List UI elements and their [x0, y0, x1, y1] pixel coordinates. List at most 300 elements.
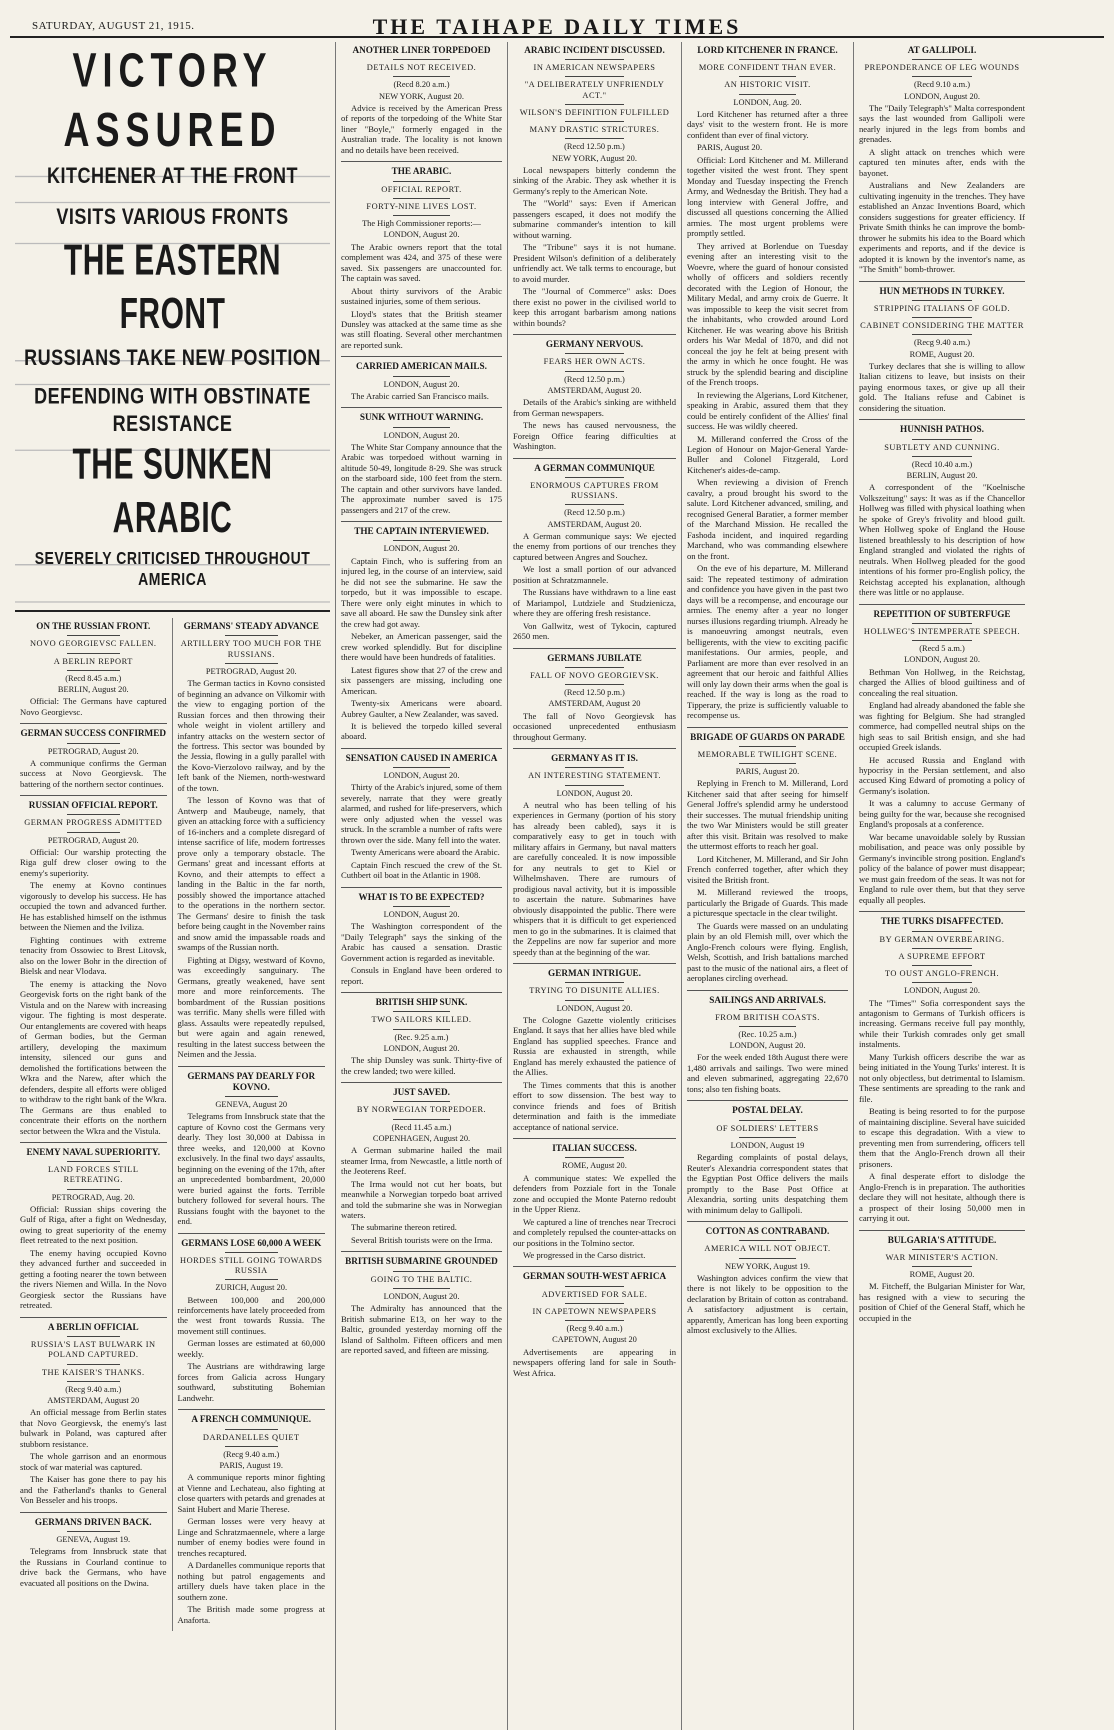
- dateline-rule: [67, 1531, 120, 1532]
- article-dateline: LONDON, August 20.: [383, 1291, 460, 1301]
- article-headline: GERMANY AS IT IS.: [551, 753, 638, 764]
- subhead-rule: [67, 814, 120, 815]
- article-subheading: IN CAPETOWN NEWSPAPERS: [532, 1306, 657, 1316]
- article-dateline: (Recd 10.40 a.m.): [911, 459, 973, 469]
- article-paragraph: They arrived at Borlendue on Tuesday evening after an interesting visit to the Woevre, where the guard of honour consisted wholly of officers and soldiers recently decorated with the Legion of Honour, the Military Medal, and army croix de Guerre. It was impossible to keep the visit secret from the inhabitants, who crowded around Lord Kitchener. He was wearing above his British orders his War Medal of 1870, and did not conceal the joy he felt at being present with the army in which he once fought. He was struck by the splendid bearing and discipline of the French troops.: [687, 240, 848, 388]
- subhead-rule: [912, 623, 972, 624]
- article-body: [178, 678, 326, 1059]
- article-paragraph: M. Fitcheff, the Bulgarian Minister for War, has resigned with a view to securing the position of Chief of the General Staff, which he occupied in the: [859, 1281, 1025, 1323]
- article-paragraph: About thirty survivors of the Arabic sustained injuries, some of them serious.: [341, 285, 502, 307]
- article-body: [20, 847, 167, 1136]
- article-dateline: (Recg 9.40 a.m.): [65, 1384, 122, 1394]
- dateline-rule: [912, 456, 972, 457]
- column-1a: [15, 618, 173, 1631]
- article-subheading: BY GERMAN OVERBEARING.: [879, 934, 1005, 944]
- article-dateline: GENEVA, August 19.: [56, 1534, 131, 1544]
- article-paragraph: A communique confirms the German success at Novo Georgievsk. The battering of the northern sector continues.: [20, 757, 167, 789]
- article-body: [341, 103, 502, 155]
- article-paragraph: The Guards were massed on an undulating plain by an old Flemish mill, over which the Anglo-French colours were flying. English, Welsh, Scottish, and Irish battalions marched past to the music of the national airs, a fleet of aeroplanes circling overhead.: [687, 920, 848, 984]
- article-paragraph: War became unavoidable solely by Russian mobilisation, and peace was only possible by Germany's invincible strong position. England's policy of the balance of power must disappear; we must gain freedom of the seas. It was not for England to rule over them, but that they serve equally all peoples.: [859, 831, 1025, 905]
- article-paragraph: The lesson of Kovno was that of Antwerp and Maubeuge, namely, that given an attacking force with a sufficiency of 16-inchers and a complete disregard of intense sacrifice of life, modern fortresses prove only a temporary obstacle. The Germans' great and incessant efforts at Kovno, and their attempts to effect a landing in the Baltic in the far north, possibly showed the importance attached to the operations in the northern sector. The Germans' desire to finish the task before being caught in the November rains and snow amid the impassable roads and swamps of the Russian north.: [177, 795, 325, 953]
- article-body: [859, 103, 1025, 275]
- article-headline: GERMANY NERVOUS.: [545, 339, 644, 350]
- article-dateline: AMSTERDAM, August 20.: [547, 385, 642, 395]
- article-paragraph: The Russians have withdrawn to a line east of Mariampol, Lutdziele and Studzienicza, where they are offering fresh resistance.: [513, 587, 676, 619]
- article-subheading: RUSSIA'S LAST BULWARK IN POLAND CAPTURED.: [30, 1340, 156, 1360]
- article-headline: SUNK WITHOUT WARNING.: [359, 412, 484, 423]
- article-paragraph: The news has caused nervousness, the Foreign Office fearing difficulties at Washington.: [513, 420, 676, 452]
- article-paragraph: M. Millerand reviewed the troops, particularly the Brigade of Guards. This made a picturesque spectacle in the clear twilight.: [687, 887, 848, 919]
- article-paragraph: Captain Finch, who is suffering from an injured leg, in the course of an interview, said he did not see the submarine. He saw the torpedo, but it was impossible to escape. There were only eight minutes in which to save all aboard. He saw the Dunsley sink after the crew had got away.: [341, 555, 502, 629]
- article-headline: ON THE RUSSIAN FRONT.: [36, 621, 151, 632]
- article-subheading: TO OUST ANGLO-FRENCH.: [884, 969, 1000, 978]
- dateline-rule: [912, 982, 972, 983]
- article: [20, 621, 167, 717]
- article-headline: LORD KITCHENER IN FRANCE.: [697, 45, 838, 55]
- columns: [10, 42, 1104, 1730]
- article-subheading: THE KAISER'S THANKS.: [41, 1367, 145, 1377]
- article-body: [687, 1273, 848, 1336]
- article-subheading: A BERLIN REPORT: [53, 656, 133, 666]
- article-paragraph: PARIS, August 20.: [697, 142, 763, 153]
- article-body: [341, 1055, 502, 1076]
- article-paragraph: An official message from Berlin states that Novo Georgievsk, the enemy's last bulwark in Poland, was captured after stubborn resistance.: [20, 1407, 167, 1449]
- article-paragraph: Fighting continues with extreme tenacity from Ossowiec to Brest Litovsk, also on the lower Bohr in the direction of Bielsk and near Vlodava.: [20, 934, 167, 977]
- article-divider: [513, 748, 676, 749]
- article-paragraph: Local newspapers bitterly condemn the sinking of the Arabic. They ask whether it is Germany's reply to the American Note.: [513, 164, 676, 196]
- article-divider: [341, 992, 502, 993]
- article-paragraph: Turkey declares that she is willing to allow Italian citizens to leave, but insists on their paying enormous taxes, or give up all their gold. The Italians refuse and Cabinet is considering the situation.: [859, 360, 1025, 413]
- article-dateline: NEW YORK, August 20.: [552, 153, 637, 163]
- subhead-rule: [67, 635, 120, 636]
- dateline-rule: [739, 1258, 797, 1259]
- article-dateline: BERLIN, August 20.: [906, 471, 978, 481]
- article-divider: [20, 795, 167, 796]
- masthead: [10, 6, 1104, 38]
- article: [341, 753, 502, 881]
- subhead-rule: [565, 667, 624, 668]
- article-headline: A BERLIN OFFICIAL: [47, 1321, 139, 1332]
- article-divider: [859, 1230, 1025, 1231]
- subhead-rule: [393, 59, 451, 60]
- article-body: [859, 667, 1025, 906]
- article-dateline: (Rec. 10.25 a.m.): [738, 1029, 797, 1039]
- article-dateline: LONDON, August 19: [730, 1140, 805, 1150]
- article-paragraph: Washington advices confirm the view that there is not likely to be opposition to the declaration by Britain of cotton as contraband. A satisfactory adjustment is certain, apparently, American has long been exporting almost exclusively to the Allies.: [687, 1272, 848, 1336]
- article-paragraph: The submarine thereon retired.: [351, 1222, 457, 1233]
- article-paragraph: Regarding complaints of postal delays, Reuter's Alexandria correspondent states that the Egyptian Post Office delivers the mails promptly to the Base Post Office at Alexandria, sorting units despatching them with minimum delay to Gallipoli.: [687, 1152, 848, 1215]
- article-paragraph: Von Gallwitz, west of Tykocin, captured 2650 men.: [513, 620, 676, 642]
- subhead-rule: [225, 635, 278, 636]
- article-divider: [513, 648, 676, 649]
- article-body: [20, 1546, 167, 1588]
- article-divider: [687, 990, 848, 991]
- article: [178, 1071, 326, 1227]
- article-headline: A FRENCH COMMUNIQUE.: [191, 1414, 312, 1425]
- article-dateline: (Recg 9.40 a.m.): [223, 1449, 280, 1459]
- article-dateline: AMSTERDAM, August 20: [47, 1396, 140, 1406]
- article-subheading: FALL OF NOVO GEORGIEVSK.: [530, 670, 659, 680]
- dateline-rule: [393, 767, 451, 768]
- dateline-rule: [565, 138, 624, 139]
- article-dateline: ROME, August 20.: [562, 1161, 627, 1171]
- article-headline: RUSSIAN OFFICIAL REPORT.: [28, 800, 158, 811]
- dateline-rule: [739, 763, 797, 764]
- subhead-rule: [393, 1101, 451, 1102]
- article-paragraph: A German submarine hailed the mail steamer Irma, from Newcastle, a little north of the Jeoterens Reef.: [341, 1145, 502, 1177]
- article-paragraph: The Irma would not cut her boats, but meanwhile a Norwegian torpedo boat arrived and told the submarine she was in Norwegian waters.: [341, 1178, 502, 1220]
- article-dateline: (Recg 9.40 a.m.): [913, 338, 971, 348]
- subhead-rule: [739, 1240, 797, 1241]
- article-paragraph: The "Daily Telegraph's" Malta correspondent says the last wounded from Gallipoli were nearly injured in the legs from bombs and grenades.: [859, 102, 1025, 145]
- subhead-rule: [565, 982, 624, 983]
- column-2: [336, 42, 508, 1730]
- article-paragraph: We captured a line of trenches near Trecroci and completely repulsed the counter-attacks on our positions in the Tolmino sector.: [513, 1216, 676, 1248]
- article-body: [20, 696, 167, 717]
- article-dateline: PETROGRAD, August 20.: [205, 666, 297, 676]
- article: [859, 286, 1025, 414]
- article-headline: HUN METHODS IN TURKEY.: [879, 285, 1005, 296]
- article-divider: [859, 419, 1025, 420]
- article: [859, 45, 1025, 275]
- dateline-rule: [393, 540, 451, 541]
- subhead-rule: [565, 767, 624, 768]
- article-paragraph: A final desperate effort to dislodge the Anglo-French is in preparation. The authorities declare they will not hesitate, although there is a prospect of their losing 50,000 men in carrying it out.: [859, 1171, 1025, 1224]
- article-dateline: LONDON, August 20.: [904, 91, 980, 101]
- article-subheading: MANY DRASTIC STRICTURES.: [529, 125, 660, 135]
- article-divider: [178, 1233, 326, 1234]
- dateline-rule: [912, 640, 972, 641]
- article-subheading: DARDANELLES QUIET: [202, 1432, 300, 1442]
- article-divider: [513, 1138, 676, 1139]
- newspaper-title: THE TAIHAPE DAILY TIMES: [372, 14, 742, 39]
- article-dateline: COPENHAGEN, August 20.: [372, 1133, 471, 1143]
- article-dateline: LONDON, Aug. 20.: [733, 97, 802, 107]
- article-paragraph: Fighting at Digsy, westward of Kovno, was exceedingly sanguinary. The Germans, greatly weakened, have sent more and more reinforcements. The bombardment of the Russian positions was terrific. Many shells were filled with glass. Assaults were repeatedly repulsed, but were again and again renewed, resulting in the latest success between the Neimen and the Jessia.: [177, 954, 325, 1060]
- article-paragraph: The "Tribune" says it is not humane. President Wilson's definition of a deliberately unfriendly act. We talk terms to encourage, but to avoid murder.: [513, 242, 676, 284]
- article-paragraph: Australians and New Zealanders are cultivating ingenuity in the trenches. They have established an Anzac Inventions Board, which considers suggestions for greater efficiency. If Private Smith thinks he can improve the bomb-thrower he submits his idea to the Board which experiments and reports, and if the device is adopted it is known by the inventor's name, as "The Smith" bomb-thrower.: [859, 180, 1025, 275]
- article-dateline: LONDON, August 20.: [383, 1043, 460, 1053]
- article-subheading: MEMORABLE TWILIGHT SCENE.: [697, 749, 838, 759]
- article-divider: [20, 1142, 167, 1143]
- article-paragraph: Details of the Arabic's sinking are withheld from German newspapers.: [513, 397, 676, 418]
- subhead-rule: [67, 653, 120, 654]
- article: [687, 732, 848, 984]
- article: [341, 526, 502, 742]
- article: [341, 1087, 502, 1245]
- article-subheading: ADVERTISED FOR SALE.: [541, 1289, 648, 1299]
- article-paragraph: The White Star Company announce that the Arabic was torpedoed without warning in altitude 50-49, longitude 8-29. She was struck on the starboard side, 100 feet from the stern. The captain and other survivors have landed. The approximate number saved is 175 passengers and 217 of the crew.: [341, 441, 502, 515]
- banner-headline: KITCHENER AT THE FRONT: [15, 152, 330, 203]
- article-divider: [341, 356, 502, 357]
- article-paragraph: The Kaiser has gone there to pay his and the Fatherland's thanks to General Von Besseler and his troops.: [20, 1474, 167, 1506]
- article-body: [341, 921, 502, 986]
- dateline-rule: [739, 94, 797, 95]
- article-paragraph: The Austrians are withdrawing large forces from Galicia across Hungary southward, substituting Bohemian Landwehr.: [177, 1361, 325, 1403]
- article-body: [513, 531, 676, 642]
- article-dateline: GENEVA, August 20: [215, 1099, 288, 1109]
- article: [341, 997, 502, 1076]
- article: [513, 753, 676, 957]
- article-paragraph: The British made some progress at Anaforta.: [177, 1604, 325, 1625]
- article-dateline: (Recg 9.40 a.m.): [566, 1324, 623, 1334]
- article-body: [341, 1145, 502, 1245]
- article-dateline: LONDON, August 20.: [383, 430, 460, 440]
- article-dateline: LONDON, August 20.: [556, 1003, 633, 1013]
- article-subheading: AN INTERESTING STATEMENT.: [528, 771, 661, 781]
- article-paragraph: The Washington correspondent of the "Daily Telegraph" says the sinking of the Arabic has caused a sensation. Drastic Government action is regarded as inevitable.: [341, 921, 502, 963]
- article-dateline: (Recd 12.50 p.m.): [564, 374, 625, 384]
- headline-banners: [15, 42, 330, 596]
- dateline-rule: [225, 1096, 278, 1097]
- article-paragraph: German losses are estimated at 60,000 weekly.: [177, 1338, 325, 1359]
- article-headline: ARABIC INCIDENT DISCUSSED.: [524, 45, 665, 55]
- subhead-rule: [912, 948, 972, 949]
- article-paragraph: The Arabic carried San Francisco mails.: [351, 390, 489, 401]
- article-paragraph: Captain Finch rescued the crew of the St. Cuthbert oil boat in the Atlantic in 1908.: [341, 859, 502, 881]
- subhead-rule: [565, 477, 624, 478]
- article-paragraph: It is believed the torpedo killed several aboard.: [341, 721, 502, 742]
- dateline-rule: [67, 670, 120, 671]
- article-subheading: BY NORWEGIAN TORPEDOER.: [356, 1105, 487, 1115]
- article-dateline: LONDON, August 20.: [729, 1041, 806, 1051]
- article-body: [513, 397, 676, 451]
- article-subheading: DETAILS NOT RECEIVED.: [366, 63, 477, 73]
- article-headline: GERMANS DRIVEN BACK.: [34, 1516, 152, 1527]
- subhead-rule: [912, 931, 972, 932]
- article-paragraph: The enemy at Kovno continues vigorously to develop his success. He has occupied the town and advanced further. He has established himself on the isthmus between the Niemen and the Iviliza.: [20, 880, 167, 933]
- article-body: [341, 782, 502, 880]
- article-divider: [687, 1100, 848, 1101]
- article-subheading: HOLLWEG'S INTEMPERATE SPEECH.: [863, 626, 1021, 636]
- article: [341, 166, 502, 350]
- article-headline: GERMANS' STEADY ADVANCE: [183, 621, 319, 632]
- article-paragraph: In reviewing the Algerians, Lord Kitchener, speaking in Arabic, assured them that they could be entirely confident of the Allies' final success. He was wildly cheered.: [687, 389, 848, 432]
- article-paragraph: M. Millerand conferred the Cross of the Legion of Honour on Major-General Yarde-Buller and Colonel Fitzgerald, Lord Kitchener's aides-de-camp.: [687, 433, 848, 475]
- column-4: [682, 42, 854, 1730]
- article: [341, 361, 502, 401]
- article-paragraph: We lost a small portion of our advanced position at Schratzmannele.: [513, 564, 676, 585]
- dateline-rule: [393, 427, 451, 428]
- dateline-rule: [67, 1189, 120, 1190]
- article-paragraph: The ship Dunsley was sunk. Thirty-five of the crew landed; two were killed.: [341, 1055, 502, 1076]
- dateline-rule: [912, 76, 972, 77]
- article-body: [859, 1281, 1025, 1323]
- article-headline: SAILINGS AND ARRIVALS.: [709, 994, 826, 1005]
- article-body: [20, 1407, 167, 1505]
- article-paragraph: The "Journal of Commerce" asks: Does there exist no power in the civilised world to keep this arrogant barbarism among nations within bounds?: [513, 286, 676, 328]
- article-dateline: LONDON, August 20.: [383, 771, 460, 781]
- subhead-rule: [912, 59, 972, 60]
- article-body: [859, 482, 1025, 597]
- article-headline: REPETITION OF SUBTERFUGE: [873, 608, 1011, 619]
- article-dateline: (Recd 12.50 p.m.): [564, 142, 625, 152]
- article-subheading: AN HISTORIC VISIT.: [724, 80, 811, 90]
- article-paragraph: For the week ended 18th August there were 1,480 arrivals and sailings. Two were mined and eleven submarined, aggregating 22,670 tons; also ten fishing boats.: [687, 1052, 848, 1094]
- dateline-rule: [565, 785, 624, 786]
- subhead-rule: [565, 1303, 624, 1304]
- dateline-rule: [565, 371, 624, 372]
- column-3: [508, 42, 682, 1730]
- article-divider: [513, 458, 676, 459]
- column-5: [854, 42, 1030, 1730]
- article-body: [341, 1303, 502, 1355]
- article-divider: [341, 407, 502, 408]
- banner-headline: VISITS VARIOUS FRONTS: [15, 193, 330, 244]
- article-subheading: WILSON'S DEFINITION FULFILLED: [519, 107, 670, 117]
- article-dateline: (Recd 11.45 a.m.): [391, 1122, 452, 1132]
- article-paragraph: German losses were very heavy at Linge and Schratzmaennele, where a large number of enemy bodies were found in trenches recaptured.: [177, 1516, 325, 1558]
- article-divider: [341, 1082, 502, 1083]
- article-paragraph: A slight attack on trenches which were captured ten minutes after, ends with the bayonet.: [859, 146, 1025, 178]
- article: [20, 728, 167, 789]
- article-paragraph: The "Times'" Sofia correspondent says the antagonism to Germans of Turkish officers is increasing. Germans receive full pay monthly, while their Turkish comrades only get small instalments.: [859, 997, 1025, 1050]
- dateline-rule: [67, 743, 120, 744]
- article-subheading: PREPONDERANCE OF LEG WOUNDS: [864, 63, 1020, 73]
- article-subheading: FORTY-NINE LIVES LOST.: [366, 201, 477, 211]
- article: [20, 1322, 167, 1506]
- dateline-rule: [565, 1320, 624, 1321]
- article-headline: GERMAN INTRIGUE.: [548, 968, 641, 979]
- article-dateline: PETROGRAD, August 20.: [47, 835, 139, 845]
- banner-headline: SEVERELY CRITICISED THROUGHOUT AMERICA: [15, 536, 330, 602]
- article-dateline: (Recd 9.10 a.m.): [913, 80, 971, 90]
- article-subheading: ENORMOUS CAPTURES FROM RUSSIANS.: [530, 480, 659, 501]
- dateline-rule: [393, 1029, 451, 1030]
- article-subheading: A SUPREME EFFORT: [898, 951, 986, 961]
- article-divider: [20, 723, 167, 724]
- dateline-rule: [912, 334, 972, 335]
- article: [178, 1238, 326, 1404]
- subhead-rule: [565, 353, 624, 354]
- column-1b: [173, 618, 331, 1631]
- article: [513, 463, 676, 642]
- article-paragraph: The Cologne Gazette violently criticises England. It says that her allies have bled while England has supplied speeches. France and Russia are exhausted in strength, while England has merely exhausted the patience of the Allies.: [513, 1014, 676, 1078]
- article-dateline: (Recd 5 a.m.): [919, 644, 965, 654]
- article-paragraph: Replying in French to M. Millerand, Lord Kitchener said that after seeing for himself General Joffre's splendid army he understood their successes. The mutual friendship uniting the two War Ministers would be still greater after this visit. Britain was resolved to make the uttermost efforts to reach her goal.: [687, 778, 848, 852]
- article-subheading: WAR MINISTER'S ACTION.: [885, 1252, 999, 1262]
- article-body: [687, 1152, 848, 1215]
- subhead-rule: [739, 76, 797, 77]
- dateline-rule: [912, 1266, 972, 1267]
- article-subheading: NOVO GEORGIEVSC FALLEN.: [30, 639, 157, 649]
- dateline-rule: [393, 76, 451, 77]
- banner-headline: VICTORY ASSURED: [15, 42, 330, 177]
- dateline-rule: [739, 1137, 797, 1138]
- article: [341, 412, 502, 515]
- article-body: [341, 442, 502, 515]
- dateline-rule: [67, 1381, 120, 1382]
- article: [20, 1517, 167, 1588]
- article-dateline: BERLIN, August 20.: [57, 685, 129, 695]
- issue-date: SATURDAY, AUGUST 21, 1915.: [32, 20, 195, 32]
- subhead-rule: [565, 1286, 624, 1287]
- article: [341, 892, 502, 986]
- subhead-rule: [912, 300, 972, 301]
- article-dateline: (Recd 12.50 p.m.): [564, 508, 625, 518]
- subhead-rule: [67, 1364, 120, 1365]
- dateline-rule: [565, 504, 624, 505]
- article-paragraph: Official: Our warship protecting the Riga gulf drew closer owing to the enemy's superiority.: [20, 846, 167, 878]
- article-headline: GERMAN SUCCESS CONFIRMED: [20, 728, 166, 739]
- article-subheading: AMERICA WILL NOT OBJECT.: [704, 1244, 831, 1254]
- article-subheading: TWO SAILORS KILLED.: [371, 1015, 472, 1025]
- article-paragraph: Nebeker, an American passenger, said the crew worked splendidly. But for discipline there would have been hundreds of fatalities.: [341, 631, 502, 663]
- article-paragraph: Twenty Americans were aboard the Arabic.: [351, 847, 500, 858]
- article-headline: HUNNISH PATHOS.: [900, 424, 984, 435]
- article-subheading: GERMAN PROGRESS ADMITTED: [24, 818, 163, 828]
- article-dateline: LONDON, August 20.: [904, 986, 980, 996]
- dateline-rule: [67, 832, 120, 833]
- article-paragraph: A Dardanelles communique reports that nothing but patrol engagements and artillery duels have taken place in the southern zone.: [177, 1560, 325, 1602]
- subhead-rule: [912, 317, 972, 318]
- subhead-rule: [565, 104, 624, 105]
- article-subheading: FROM BRITISH COASTS.: [715, 1012, 820, 1022]
- article-headline: A GERMAN COMMUNIQUE: [534, 462, 655, 473]
- article-paragraph: Many Turkish officers describe the war as being initiated in the Young Turks' interest. It is not only objectless, but detrimental to Islamism. These sentiments are spreading to the rank and file.: [859, 1051, 1025, 1104]
- article-paragraph: Official: Russian ships covering the Gulf of Riga, after a fight on Wednesday, owing to great superiority of the enemy fleet retreated to the next position.: [20, 1203, 167, 1246]
- article-headline: ENEMY NAVAL SUPERIORITY.: [26, 1147, 160, 1158]
- subhead-rule: [393, 1011, 451, 1012]
- article-headline: BRITISH SUBMARINE GROUNDED: [345, 1256, 498, 1267]
- article-divider: [341, 161, 502, 162]
- article-headline: THE ARABIC.: [391, 166, 452, 177]
- article-headline: GERMANS JUBILATE: [547, 652, 642, 663]
- article-divider: [859, 281, 1025, 282]
- article-paragraph: A correspondent of the "Koelnische Volkszeitung" says: It was as if the Chancellor Hollweg was filled with physical loathing when he spoke of Grey's frivolity and blood guilt. When Hollweg spoke of England the House listened breathlessly to his description of how England strangled and violated the rights of neutrals. When Hollweg pleaded for the good intentions of his former pro-English policy, the Reichstag accepted his explanation, although there was little or no applause.: [859, 482, 1025, 598]
- column-1-subcolumns: [15, 610, 330, 1631]
- article: [178, 1414, 326, 1625]
- article-headline: AT GALLIPOLI.: [907, 45, 977, 55]
- article-headline: GERMAN SOUTH-WEST AFRICA: [522, 1271, 667, 1282]
- article-body: [687, 1052, 848, 1094]
- article-dateline: ROME, August 20.: [909, 349, 975, 359]
- article-dateline: PETROGRAD, Aug. 20.: [51, 1192, 135, 1202]
- article-paragraph: The enemy is attacking the Novo Georgevisk forts on the right bank of the Vistula and on the Narew with increasing vigour. The fighting is most desperate. Our entanglements are covered with heaps of German bodies, but the German artillery, developing the maximum intensity, silenced our guns and demolished the fortifications between the Wkra and the Narew, after which the defenders, despite all efforts were obliged to withdraw to the right bank of the Wkra. The Germans are thus enabled to concentrate their efforts on the northern sector between the Wkra and the Vistula.: [20, 978, 167, 1136]
- subhead-rule: [393, 181, 451, 182]
- subhead-rule: [393, 198, 451, 199]
- subhead-rule: [739, 746, 797, 747]
- article-paragraph: Official: Lord Kitchener and M. Millerand together visited the west front. They spent Monday and Tuesday inspecting the French Army, and Wednesday the British. They had a long interview with General Joffre, and discussed all questions concerning the Allied armies. The most urgent problems were promptly settled.: [687, 154, 848, 239]
- article-divider: [341, 748, 502, 749]
- article: [513, 1143, 676, 1260]
- article-subheading: LAND FORCES STILL RETREATING.: [48, 1165, 139, 1185]
- article-body: [341, 242, 502, 351]
- article-headline: JUST SAVED.: [393, 1087, 450, 1098]
- article-dateline: (Recd 8.45 a.m.): [65, 673, 122, 683]
- subhead-rule: [912, 1249, 972, 1250]
- subhead-rule: [565, 121, 624, 122]
- banner-headline: RUSSIANS TAKE NEW POSITION: [15, 334, 330, 385]
- article-divider: [178, 1409, 326, 1410]
- article-paragraph: It was a calumny to accuse Germany of being guilty for the war, because she recognised England's proposals at a conference.: [859, 798, 1025, 830]
- article-paragraph: Lloyd's states that the British steamer Dunsley was attacked at the same time as she was still floating. Several other merchantmen are reported sunk.: [341, 308, 502, 350]
- article-divider: [687, 1221, 848, 1222]
- article-body: [513, 1173, 676, 1261]
- article-body: [178, 1472, 326, 1625]
- article-dateline: AMSTERDAM, August 20.: [547, 519, 642, 529]
- subhead-rule: [739, 1009, 797, 1010]
- subhead-rule: [67, 1336, 120, 1337]
- article-divider: [859, 604, 1025, 605]
- article-divider: [20, 1317, 167, 1318]
- article-dateline: NEW YORK, August 20.: [379, 91, 464, 101]
- article-paragraph: The whole garrison and an enormous stock of war material was captured.: [20, 1451, 167, 1472]
- article-headline: GERMANS LOSE 60,000 A WEEK: [181, 1237, 322, 1248]
- article-paragraph: The Admiralty has announced that the British submarine E13, on her way to the Baltic, grounded yesterday morning off the Island of Saltholm. Fifteen officers and men are reported saved, and fifteen are missing.: [341, 1303, 502, 1356]
- article-subheading: OFFICIAL REPORT.: [381, 184, 462, 194]
- article-paragraph: The German tactics in Kovno consisted of beginning an advance on Vilkomir with the view to engaging portion of the Russian forces and then throwing their whole weight in violent artillery and infantry attacks on the western sector of the fortress. This sector was bounded by the Jessia, flowing in a gully parallel with the Kovo-Vierzolovo railway, and by the left bank of the Niemen, north-westward of the town.: [177, 678, 325, 793]
